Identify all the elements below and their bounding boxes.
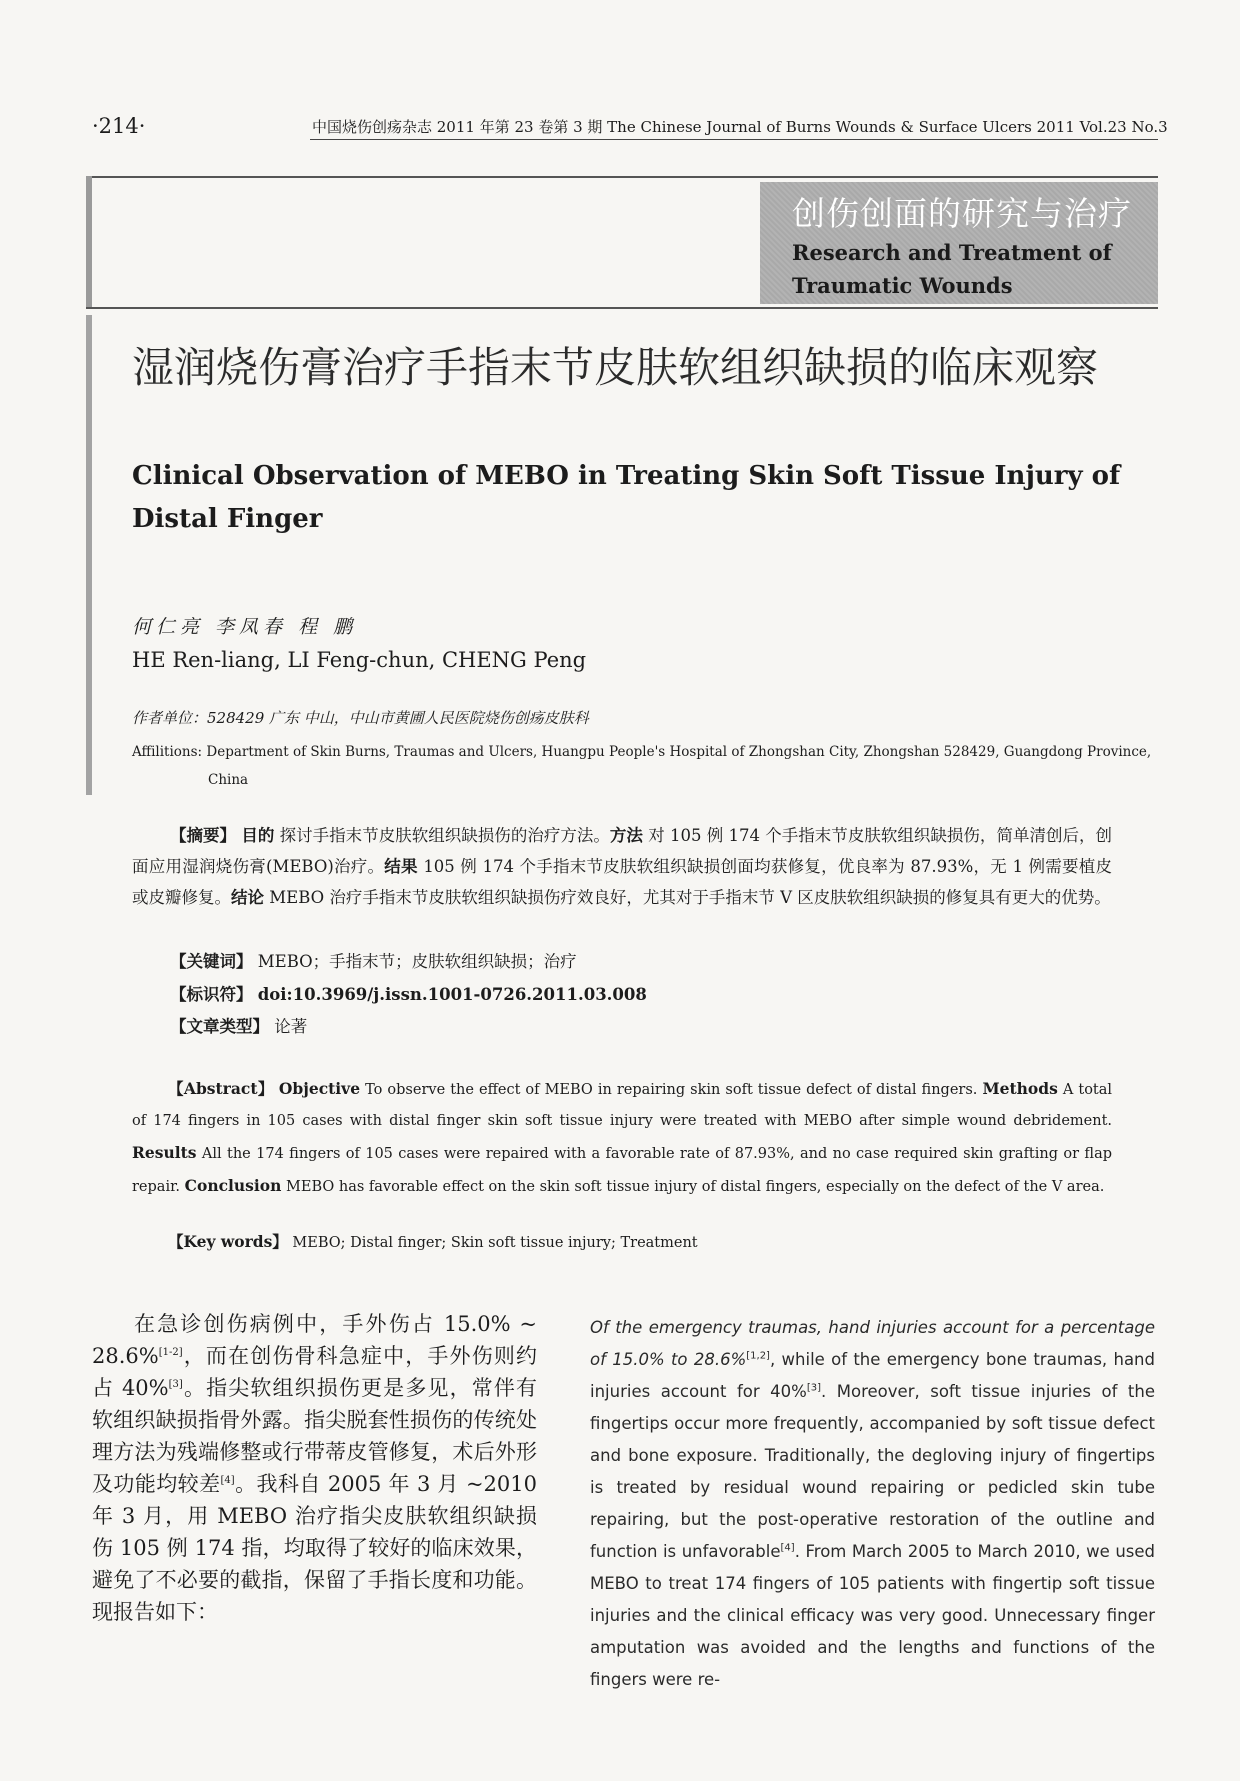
abstract-zh-label: 【摘要】 bbox=[170, 826, 237, 845]
body-zh-text-2: ，而在创伤骨科急症中，手外伤则约占 40% bbox=[92, 1344, 537, 1400]
methods-text-zh: 对 105 例 174 个手指末节皮肤软组织缺损伤，简单清创后，创面应用湿润烧伤膏(MEBO)治疗。 bbox=[132, 826, 1113, 876]
title-frame-side-bar-lower bbox=[86, 315, 92, 795]
authors-zh: 何仁亮 李凤春 程 鹏 bbox=[132, 616, 358, 638]
body-zh-text-4: 。我科自 2005 年 3 月 ~2010 年 3 月，用 MEBO 治疗指尖皮肤软组织缺损伤 105 例 174 指，均取得了较好的临床效果，避免了不必要的截指，保留了手指长度和功能。现报告如下： bbox=[92, 1472, 537, 1624]
page-number: ·214· bbox=[92, 114, 146, 138]
citation-1-2-zh: [1-2] bbox=[158, 1347, 183, 1358]
column-heading-zh: 创伤创面的研究与治疗 bbox=[792, 194, 1132, 233]
column-heading-en: Research and Treatment of Traumatic Wounds bbox=[792, 240, 1112, 298]
conclusion-text-zh: MEBO 治疗手指末节皮肤软组织缺损伤疗效良好，尤其对于手指末节 V 区皮肤软组织缺损的修复具有更大的优势。 bbox=[269, 888, 1111, 907]
affiliation-zh: 作者单位：528429 广东 中山，中山市黄圃人民医院烧伤创疡皮肤科 bbox=[132, 709, 589, 727]
objective-text-en: To observe the effect of MEBO in repairing skin soft tissue defect of distal fingers. bbox=[365, 1082, 978, 1098]
body-text-en bbox=[590, 1312, 1155, 1696]
body-paragraph-zh bbox=[92, 1308, 537, 1628]
keywords-label-zh: 【关键词】 bbox=[170, 952, 253, 971]
keywords-en: MEBO; Distal finger; Skin soft tissue injury; Treatment bbox=[292, 1235, 698, 1251]
conclusion-label-zh: 结论 bbox=[231, 888, 264, 907]
body-paragraph-en bbox=[590, 1312, 1155, 1696]
citation-1-2-en: [1,2] bbox=[746, 1350, 770, 1362]
article-type-row bbox=[170, 1013, 307, 1037]
article-title-zh: 湿润烧伤膏治疗手指末节皮肤软组织缺损的临床观察 bbox=[132, 343, 1099, 392]
article-title-en: Clinical Observation of MEBO in Treating Skin Soft Tissue Injury of Distal Finger bbox=[132, 461, 1121, 534]
results-text-zh: 105 例 174 个手指末节皮肤软组织缺损创面均获修复，优良率为 87.93%，无 1 例需要植皮或皮瓣修复。 bbox=[132, 857, 1112, 907]
doi-label: 【标识符】 bbox=[170, 985, 253, 1004]
body-text-zh bbox=[92, 1308, 537, 1628]
conclusion-label-en: Conclusion bbox=[184, 1176, 282, 1195]
running-head: 中国烧伤创疡杂志 2011 年第 23 卷第 3 期 The Chinese Journal of Burns Wounds & Surface Ulcers 2011 Vol.23 No.3 bbox=[312, 118, 1168, 136]
body-en-text-4: . From March 2005 to March 2010, we used MEBO to treat 174 fingers of 105 patients with fingertip soft tissue injuries and the clinical efficacy was very good. Unnecessary finger amputation was avoided and the lengths and functions of the fingers were re- bbox=[590, 1542, 1156, 1689]
citation-4-en: [4] bbox=[780, 1542, 795, 1554]
authors-en: HE Ren-liang, LI Feng-chun, CHENG Peng bbox=[132, 648, 587, 672]
methods-label-en: Methods bbox=[982, 1079, 1058, 1098]
conclusion-text-en: MEBO has favorable effect on the skin soft tissue injury of distal fingers, especially on the defect of the V area. bbox=[286, 1179, 1105, 1195]
affiliation-en: Affilitions: Department of Skin Burns, Traumas and Ulcers, Huangpu People's Hospital of Zhongshan City, Zhongshan 528429, Guangdong Province, China bbox=[132, 744, 1152, 788]
header-rule bbox=[310, 139, 1158, 140]
keywords-zh: MEBO；手指末节；皮肤软组织缺损；治疗 bbox=[257, 952, 577, 971]
objective-label-en: Objective bbox=[278, 1079, 361, 1098]
body-en-text-3: . Moreover, soft tissue injuries of the fingertips occur more frequently, accompanied by soft tissue defect and bone exposure. Traditionally, the degloving injury of fingertips is treated by residual wound repairing or pedicled skin tube repairing, but the post-operative restoration of the outline and function is unfavorable bbox=[590, 1382, 1156, 1561]
results-label-en: Results bbox=[132, 1143, 197, 1162]
citation-3-en: [3] bbox=[806, 1382, 822, 1394]
results-label-zh: 结果 bbox=[384, 857, 418, 876]
body-en-text-1: Of the emergency traumas, hand injuries account for a percentage of 15.0% to 28.6% bbox=[590, 1318, 1155, 1369]
results-text-en: All the 174 fingers of 105 cases were repaired with a favorable rate of 87.93%, and no case required skin grafting or flap repair. bbox=[132, 1146, 1113, 1195]
title-frame-top-rule bbox=[86, 176, 1158, 178]
title-frame-middle-rule bbox=[86, 307, 1158, 309]
methods-label-zh: 方法 bbox=[609, 826, 643, 845]
keywords-zh-row bbox=[170, 948, 577, 972]
title-frame-side-bar bbox=[86, 176, 92, 308]
citation-3-zh: [3] bbox=[168, 1379, 183, 1390]
article-type-label: 【文章类型】 bbox=[170, 1017, 269, 1036]
keywords-label-en: 【Key words】 bbox=[168, 1232, 288, 1251]
objective-text-zh: 探讨手指末节皮肤软组织缺损伤的治疗方法。 bbox=[279, 826, 610, 845]
methods-text-en: A total of 174 fingers in 105 cases with distal finger skin soft tissue injury were treated with MEBO after simple wound debridement. bbox=[132, 1082, 1113, 1129]
objective-label-zh: 目的 bbox=[241, 826, 275, 845]
doi-value: doi:10.3969/j.issn.1001-0726.2011.03.008 bbox=[257, 985, 647, 1004]
body-en-text-2: , while of the emergency bone traumas, hand injuries account for 40% bbox=[590, 1350, 1155, 1401]
abstract-zh bbox=[132, 820, 1112, 913]
keywords-en-row bbox=[168, 1230, 698, 1252]
abstract-en-label: 【Abstract】 bbox=[168, 1079, 274, 1098]
citation-4-zh: [4] bbox=[220, 1475, 235, 1486]
doi-row bbox=[170, 981, 647, 1005]
body-zh-text-3: 。指尖软组织损伤更是多见，常伴有软组织缺损指骨外露。指尖脱套性损伤的传统处理方法为残端修整或行带蒂皮管修复，术后外形及功能均较差 bbox=[92, 1376, 538, 1496]
body-zh-text-1: 在急诊创伤病例中，手外伤占 15.0% ~ 28.6% bbox=[92, 1312, 537, 1368]
article-type-value: 论著 bbox=[274, 1017, 308, 1036]
abstract-en bbox=[132, 1073, 1112, 1203]
